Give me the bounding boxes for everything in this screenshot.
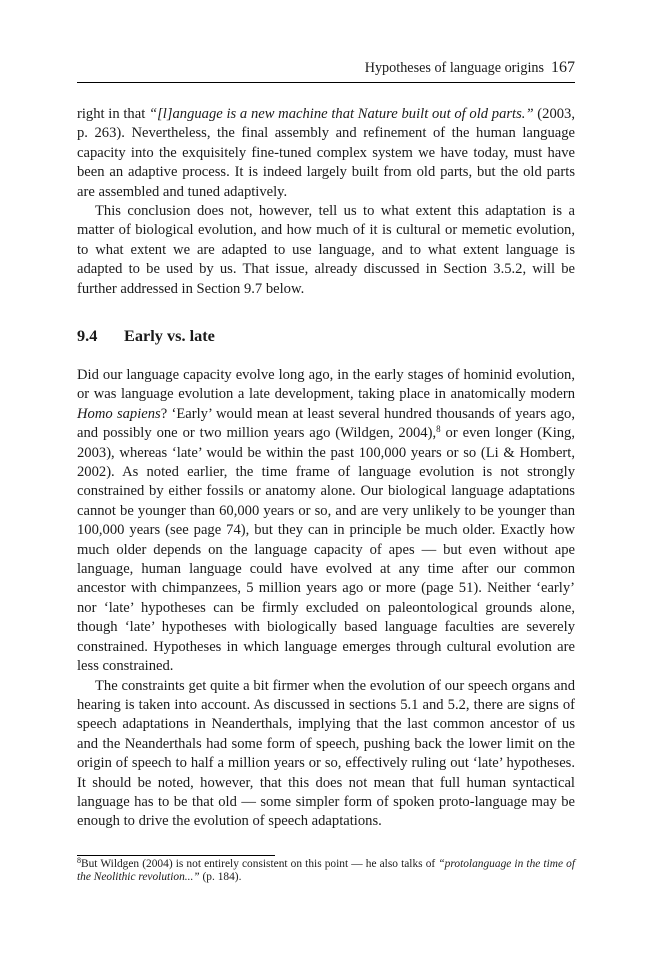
footnote bbox=[77, 858, 575, 884]
para3-part3: or even longer (King, 2003), whereas ‘late’ would be within the past 100,000 years or so (Li & Hombert, 2002). As noted earlier, the time frame of language evolution is not strongly constrained by either fossils or anatomy alone. Our biological language adaptations cannot be younger than 60,000 years or so, and are very unlikely to be younger than 100,000 years (see page 74), but they can in principle be much older. Exactly how much older depends on the language capacity of apes — but even without ape language, human language could have evolved at any time after our common ancestor with chimpanzees, 5 million years ago or more (page 51). Neither ‘early’ nor ‘late’ hypotheses can be firmly excluded on paleontological grounds alone, though ‘late’ hypotheses with biologically based language faculties are severely constrained. Hypotheses in which language emerges through cultural evolution are less constrained. bbox=[77, 425, 576, 675]
footnote-rule bbox=[77, 855, 275, 856]
footnote-end: (p. 184). bbox=[199, 871, 242, 883]
section-heading bbox=[77, 326, 215, 346]
para3-part2: ? ‘Early’ would mean at least several hundred thousands of years ago, and possibly one or two million years ago (Wildgen, 2004), bbox=[77, 405, 575, 442]
footnote-reference[interactable]: 8 bbox=[436, 424, 441, 435]
paragraph-2: This conclusion does not, however, tell us to what extent this adaptation is a matter of biological evolution, and how much of it is cultural or memetic evolution, to what extent we are adapted to use language, and to what extent language is adapted to be used by us. That issue, already discussed in Section 3.5.2, will be further addressed in Section 9.7 below. bbox=[77, 203, 575, 297]
para1-quote: “[l]anguage is a new machine that Nature built out of old parts.” bbox=[148, 106, 534, 122]
para3-part1: Did our language capacity evolve long ago, in the early stages of hominid evolution, or was language evolution a late development, taking place in anatomically modern bbox=[77, 367, 575, 403]
header-rule bbox=[77, 82, 575, 83]
section-number: 9.4 bbox=[77, 326, 98, 345]
paragraph-4: The constraints get quite a bit firmer when the evolution of our speech organs and hearing is taken into account. As discussed in sections 5.1 and 5.2, there are signs of speech adaptations in Neanderthals, implying that the last common ancestor of us and the Neanderthals had some form of speech, pushing back the lower limit on the origin of speech to half a million years or so, effectively ruling out ‘late’ hypotheses. It should be noted, however, that this does not mean that full human syntactical language has to be that old — some simpler form of spoken proto-language may be enough to drive the evolution of speech adaptations. bbox=[77, 677, 575, 830]
page-number: 167 bbox=[551, 59, 575, 76]
para1-rest: (2003, p. 263). Nevertheless, the final assembly and refinement of the human language capacity into the exquisitely fine-tuned complex system we have today, must have been an adaptive process. It is indeed largely built from old parts, but the old parts are assembled and tuned adaptively. bbox=[77, 106, 575, 200]
footnote-text: But Wildgen (2004) is not entirely consistent on this point — he also talks of bbox=[81, 858, 439, 870]
section-body bbox=[77, 366, 575, 832]
footnote-quote: “protolanguage in the time of the Neolithic revolution...” bbox=[77, 858, 576, 883]
opening-text bbox=[77, 105, 575, 299]
running-header bbox=[365, 59, 575, 77]
paragraph-3 bbox=[77, 366, 575, 677]
footnote-mark: 8 bbox=[77, 856, 81, 865]
paragraph-1 bbox=[77, 105, 575, 202]
running-title: Hypotheses of language origins bbox=[364, 60, 544, 76]
section-title: Early vs. late bbox=[124, 326, 215, 345]
para1-lead: right in that bbox=[77, 106, 149, 122]
species-name: Homo sapiens bbox=[77, 405, 161, 422]
